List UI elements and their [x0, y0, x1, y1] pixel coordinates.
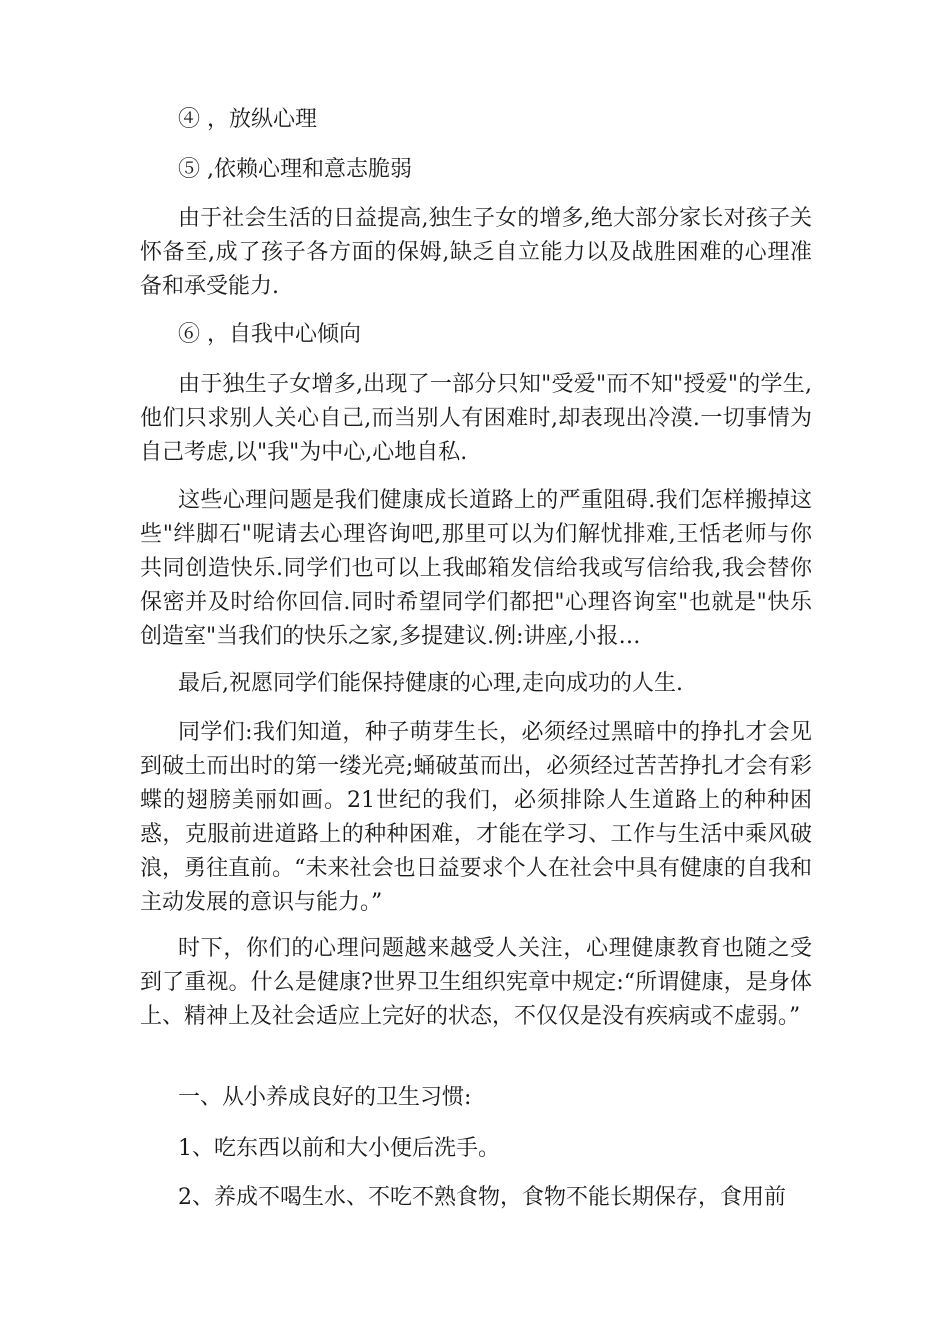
- paragraph-self-centered: 由于独生子女增多,出现了一部分只知"受爱"而不知"授爱"的学生,他们只求别人关心自己,而当别人有困难时,却表现出冷漠.一切事情为自己考虑,以"我"为中心,心地自私.: [140, 372, 812, 465]
- paragraph-dependence: 由于社会生活的日益提高,独生子女的增多,绝大部分家长对孩子关怀备至,成了孩子各方面的保姆,缺乏自立能力以及战胜困难的心理准备和承受能力.: [140, 206, 812, 299]
- paragraph-wishes: 最后,祝愿同学们能保持健康的心理,走向成功的人生.: [178, 671, 683, 696]
- list-item-2: 2、养成不喝生水、不吃不熟食物，食物不能长期保存，食用前: [178, 1185, 786, 1210]
- paragraph-counseling: 这些心理问题是我们健康成长道路上的严重阻碍.我们怎样搬掉这些"绊脚石"呢请去心理咨询吧,那里可以为们解忧排难,王恬老师与你共同创造快乐.同学们也可以上我邮箱发信给我或写信给我,我会替你保密并及时给你回信.同时希望同学们都把"心理咨询室"也就是"快乐创造室"当我们的快乐之家,多提建议.例:讲座,小报…: [140, 488, 812, 649]
- list-item-1: 1、吃东西以前和大小便后洗手。: [178, 1136, 500, 1161]
- item-5-heading: ⑤ ,依赖心理和意志脆弱: [178, 157, 412, 182]
- paragraph-students: 同学们:我们知道，种子萌芽生长，必须经过黑暗中的挣扎才会见到破土而出时的第一缕光亮;蛹破茧而出，必须经过苦苦挣扎才会有彩蝶的翅膀美丽如画。21世纪的我们，必须排除人生道路上的种种困惑，克服前进道路上的种种困难，才能在学习、工作与生活中乘风破浪，勇往直前。“未来社会也日益要求个人在社会中具有健康的自我和主动发展的意识与能力。”: [140, 720, 812, 915]
- section-heading-hygiene: 一、从小养成良好的卫生习惯:: [178, 1085, 472, 1110]
- item-6-heading: ⑥ ，自我中心倾向: [178, 322, 361, 347]
- paragraph-health-definition: 时下，你们的心理问题越来越受人关注，心理健康教育也随之受到了重视。什么是健康?世界卫生组织宪章中规定:“所谓健康，是身体上、精神上及社会适应上完好的状态，不仅仅是没有疾病或不虚弱。”: [140, 936, 812, 1029]
- item-4-heading: ④ ，放纵心理: [178, 107, 317, 132]
